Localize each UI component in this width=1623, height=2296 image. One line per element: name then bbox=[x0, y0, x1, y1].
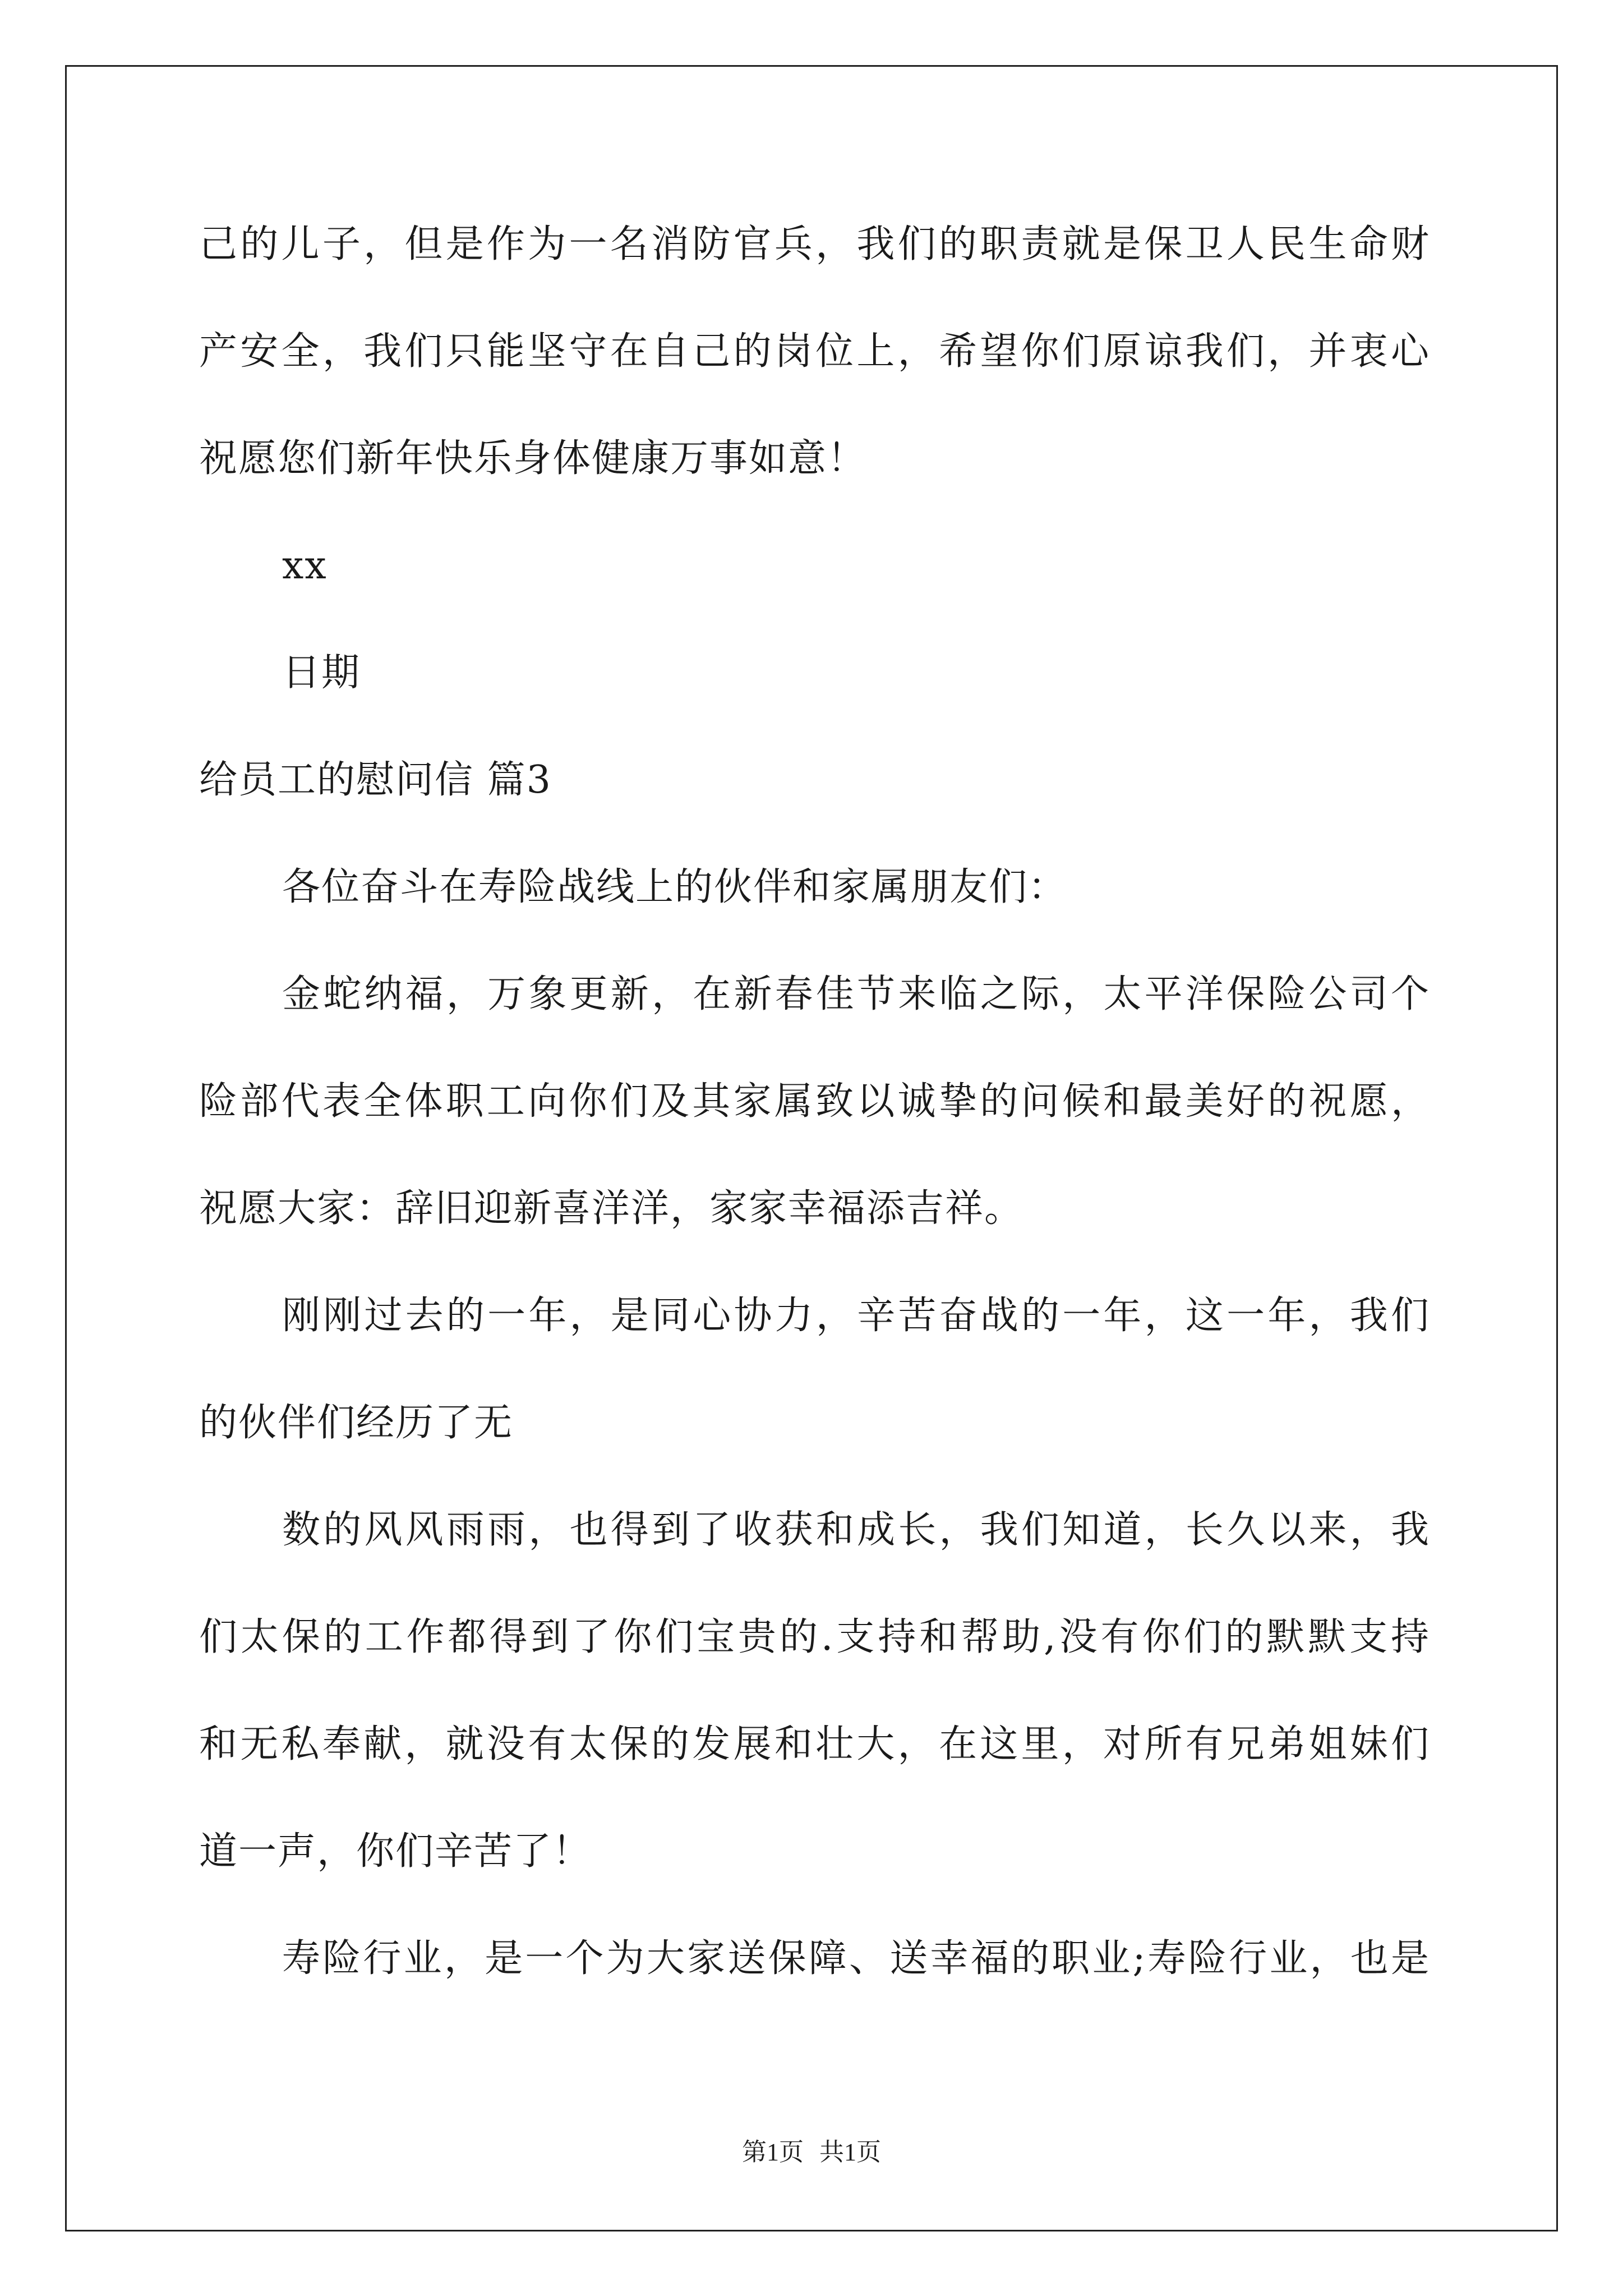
text-line: 险部代表全体职工向你们及其家属致以诚挚的问候和最美好的祝愿， bbox=[199, 1079, 1430, 1124]
signature-name: xx bbox=[282, 544, 328, 588]
text-line: 道一声，你们辛苦了！ bbox=[199, 1829, 592, 1874]
text-line: 的伙伴们经历了无 bbox=[199, 1401, 514, 1445]
text-line: 寿险行业，是一个为大家送保障、送幸福的职业;寿险行业，也是 bbox=[282, 1936, 1430, 1981]
text-line: 和无私奉献，就没有太保的发展和壮大，在这里，对所有兄弟姐妹们 bbox=[199, 1722, 1430, 1766]
text-line: 产安全，我们只能坚守在自己的岗位上，希望你们原谅我们，并衷心 bbox=[199, 329, 1430, 374]
page-total: 共1页 bbox=[819, 2138, 881, 2166]
signature-date: 日期 bbox=[282, 651, 361, 695]
page-number: 第1页 bbox=[742, 2138, 804, 2166]
salutation: 各位奋斗在寿险战线上的伙伴和家属朋友们： bbox=[282, 865, 1068, 909]
text-line: 们太保的工作都得到了你们宝贵的.支持和帮助,没有你们的默默支持 bbox=[199, 1615, 1430, 1659]
text-line: 数的风风雨雨，也得到了收获和成长，我们知道，长久以来，我 bbox=[282, 1508, 1430, 1552]
text-line: 刚刚过去的一年，是同心协力，辛苦奋战的一年，这一年，我们 bbox=[282, 1294, 1430, 1338]
section-heading: 给员工的慰问信 篇3 bbox=[199, 758, 552, 802]
document-body bbox=[199, 191, 1430, 2012]
page-footer bbox=[0, 2132, 1623, 2168]
text-line: 金蛇纳福，万象更新，在新春佳节来临之际，太平洋保险公司个 bbox=[282, 972, 1430, 1016]
text-line: 祝愿您们新年快乐身体健康万事如意！ bbox=[199, 436, 867, 481]
text-line: 己的儿子，但是作为一名消防官兵，我们的职责就是保卫人民生命财 bbox=[199, 222, 1430, 266]
text-line: 祝愿大家：辞旧迎新喜洋洋，家家幸福添吉祥。 bbox=[199, 1186, 1024, 1231]
